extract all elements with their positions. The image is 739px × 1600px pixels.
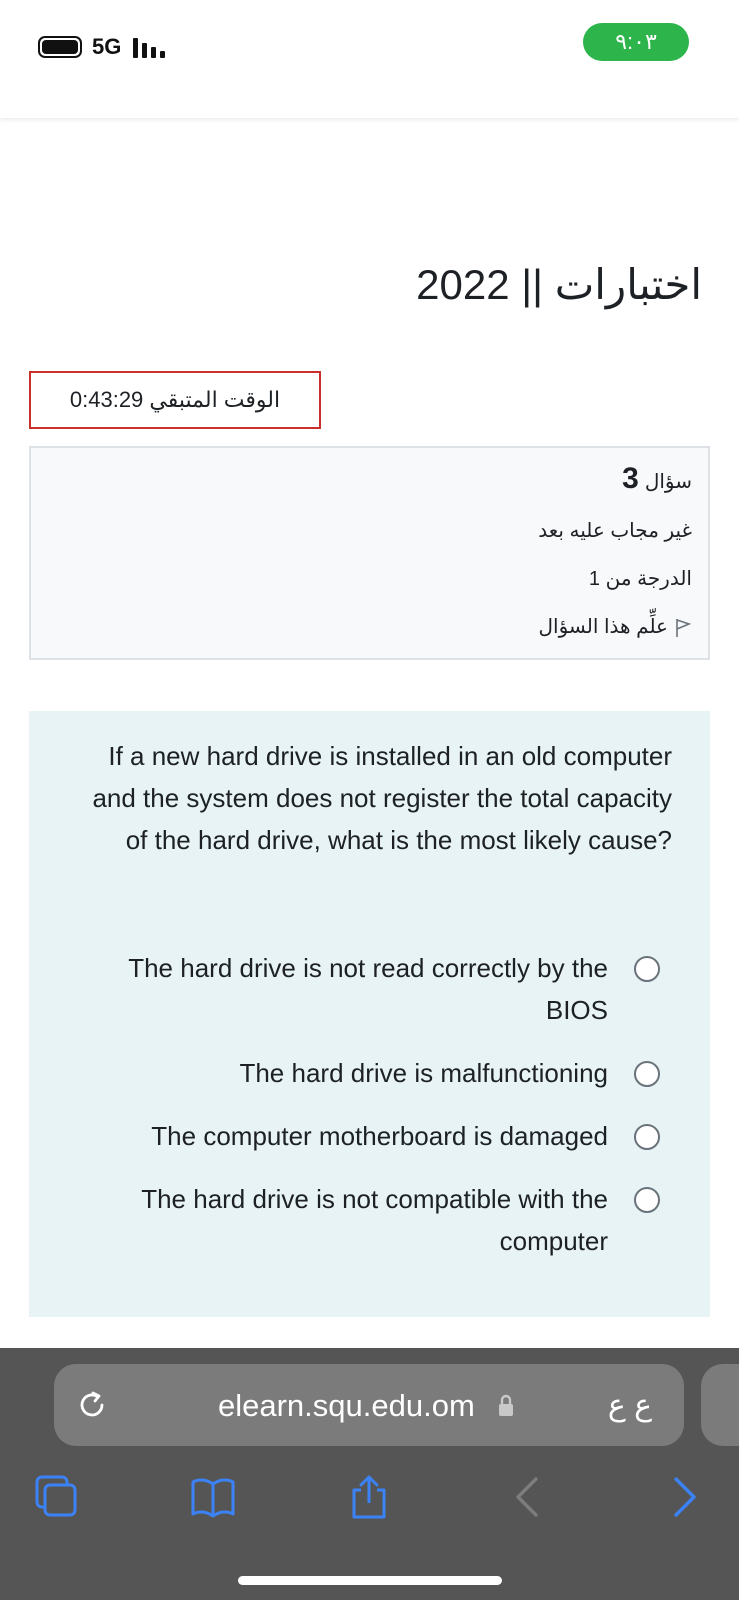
answer-label: The hard drive is not compatible with the computer	[141, 1184, 608, 1256]
network-type: 5G	[92, 34, 122, 59]
forward-icon[interactable]	[660, 1474, 706, 1520]
quiz-timer: الوقت المتبقي 0:43:29	[29, 371, 321, 429]
answer-label: The computer motherboard is damaged	[151, 1121, 608, 1151]
url-text: elearn.squ.edu.om	[218, 1388, 475, 1423]
answer-radio[interactable]	[634, 956, 660, 982]
answer-option[interactable]	[71, 947, 660, 1031]
question-number-prefix: سؤال	[644, 471, 692, 493]
next-tab-preview[interactable]	[701, 1364, 739, 1446]
question-grade: الدرجة من 1	[588, 568, 692, 590]
question-state: غير مجاب عليه بعد	[538, 520, 692, 542]
address-bar[interactable]	[54, 1364, 684, 1446]
status-time: ٩:٠٣	[583, 23, 689, 61]
home-indicator[interactable]	[238, 1576, 502, 1585]
answer-radio[interactable]	[634, 1187, 660, 1213]
answer-option[interactable]	[71, 1052, 660, 1094]
answer-radio[interactable]	[634, 1061, 660, 1087]
status-bar	[0, 0, 739, 118]
question-number	[622, 462, 692, 496]
question-number-value: 3	[622, 462, 639, 495]
answer-radio[interactable]	[634, 1124, 660, 1150]
bookmarks-icon[interactable]	[190, 1474, 236, 1520]
flag-icon	[674, 618, 692, 638]
question-content	[29, 711, 710, 1317]
answer-label: The hard drive is malfunctioning	[239, 1058, 608, 1088]
reload-icon[interactable]	[76, 1388, 110, 1422]
answer-label: The hard drive is not read correctly by the BIOS	[128, 953, 608, 1025]
back-icon[interactable]	[506, 1474, 552, 1520]
tabs-icon[interactable]	[34, 1474, 80, 1520]
browser-toolbar	[0, 1348, 739, 1600]
question-text: If a new hard drive is installed in an old computer and the system does not register the total capacity of the hard drive, what is the most likely cause?	[92, 741, 672, 855]
signal-icon	[133, 38, 169, 58]
question-info-panel	[29, 446, 710, 660]
answer-option[interactable]	[71, 1178, 660, 1262]
text-size-button[interactable]: ع ع	[607, 1389, 652, 1422]
answer-option[interactable]	[71, 1115, 660, 1157]
flag-question-label: علِّم هذا السؤال	[538, 616, 668, 638]
lock-icon	[498, 1394, 514, 1418]
page-title: اختبارات || 2022	[416, 261, 702, 308]
flag-question-link[interactable]	[539, 614, 693, 639]
battery-icon	[38, 36, 82, 58]
share-icon[interactable]	[346, 1474, 392, 1520]
